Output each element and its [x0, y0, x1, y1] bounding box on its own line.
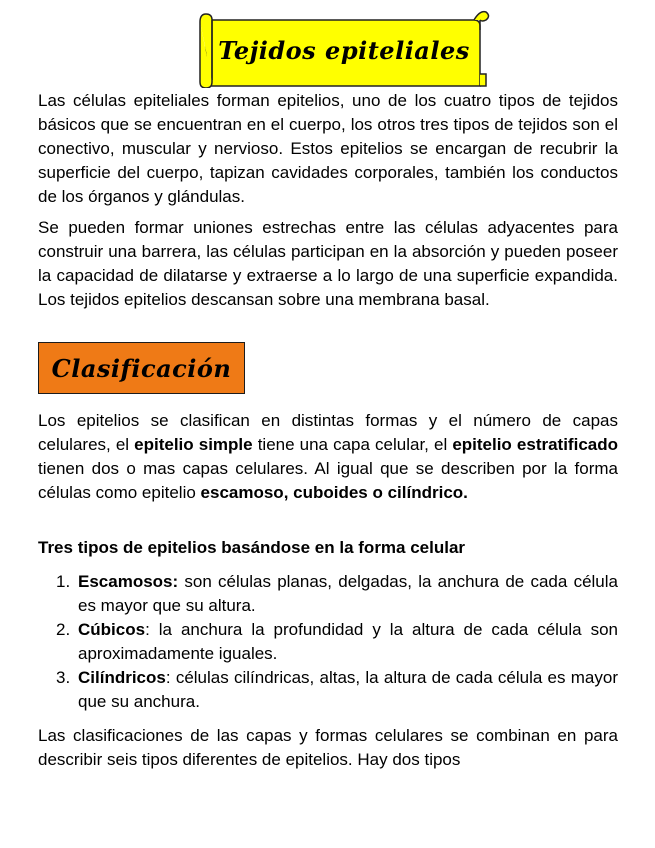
text-span: tienen dos o mas capas celulares. Al igual que se describen por la forma células como epitelio: [38, 459, 618, 502]
bold-term: escamoso, cuboides o cilíndrico.: [200, 483, 468, 502]
text-span: tiene una capa celular, el: [252, 435, 453, 454]
text-span: Los epitelios se clasifican en distintas formas y el número de capas celulares, el: [38, 411, 618, 454]
section-heading-box: [38, 342, 245, 394]
intro-paragraph-2: Se pueden formar uniones estrechas entre las células adyacentes para construir una barrera, las células participan en la absorción y pueden poseer la capacidad de dilatarse y extraerse a lo largo de una superficie expandida. Los tejidos epitelios descansan sobre una membrana basal.: [38, 218, 618, 309]
intro-paragraph-1: Las células epiteliales forman epitelios, uno de los cuatro tipos de tejidos básicos que se encuentran en el cuerpo, los otros tres tipos de tejidos son el conectivo, muscular y nervioso. Estos epitelios se encargan de recubrir la superficie del cuerpo, tapizan cavidades corporales, también los conductos de los órganos y glándulas.: [38, 91, 618, 206]
types-heading: Tres tipos de epitelios basándose en la forma celular: [38, 538, 466, 557]
bold-term: epitelio estratificado: [452, 435, 618, 454]
bold-term: epitelio simple: [134, 435, 253, 454]
list-term: Escamosos:: [78, 572, 179, 591]
list-text: : células cilíndricas, altas, la altura de cada célula es mayor que su anchura.: [78, 668, 618, 711]
list-number: 2.: [56, 620, 71, 639]
list-text: son células planas, delgadas, la anchura de cada célula es mayor que su altura.: [78, 572, 618, 615]
list-term: Cilíndricos: [78, 668, 166, 687]
list-text: : la anchura la profundidad y la altura de cada célula son aproximadamente iguales.: [78, 620, 618, 663]
list-term: Cúbicos: [78, 620, 146, 639]
list-number: 3.: [56, 668, 71, 687]
page-title: Tejidos epiteliales: [218, 35, 470, 65]
list-item: [38, 618, 618, 666]
section-title: Clasificación: [51, 353, 232, 383]
types-list: [38, 570, 618, 714]
classification-paragraph: [38, 409, 618, 505]
closing-paragraph: Las clasificaciones de las capas y formas celulares se combinan en para describir seis tipos diferentes de epitelios. Hay dos tipos: [38, 726, 618, 769]
list-number: 1.: [56, 572, 71, 591]
list-item: [38, 570, 618, 618]
title-scroll-banner: [196, 8, 492, 88]
list-item: [38, 666, 618, 714]
